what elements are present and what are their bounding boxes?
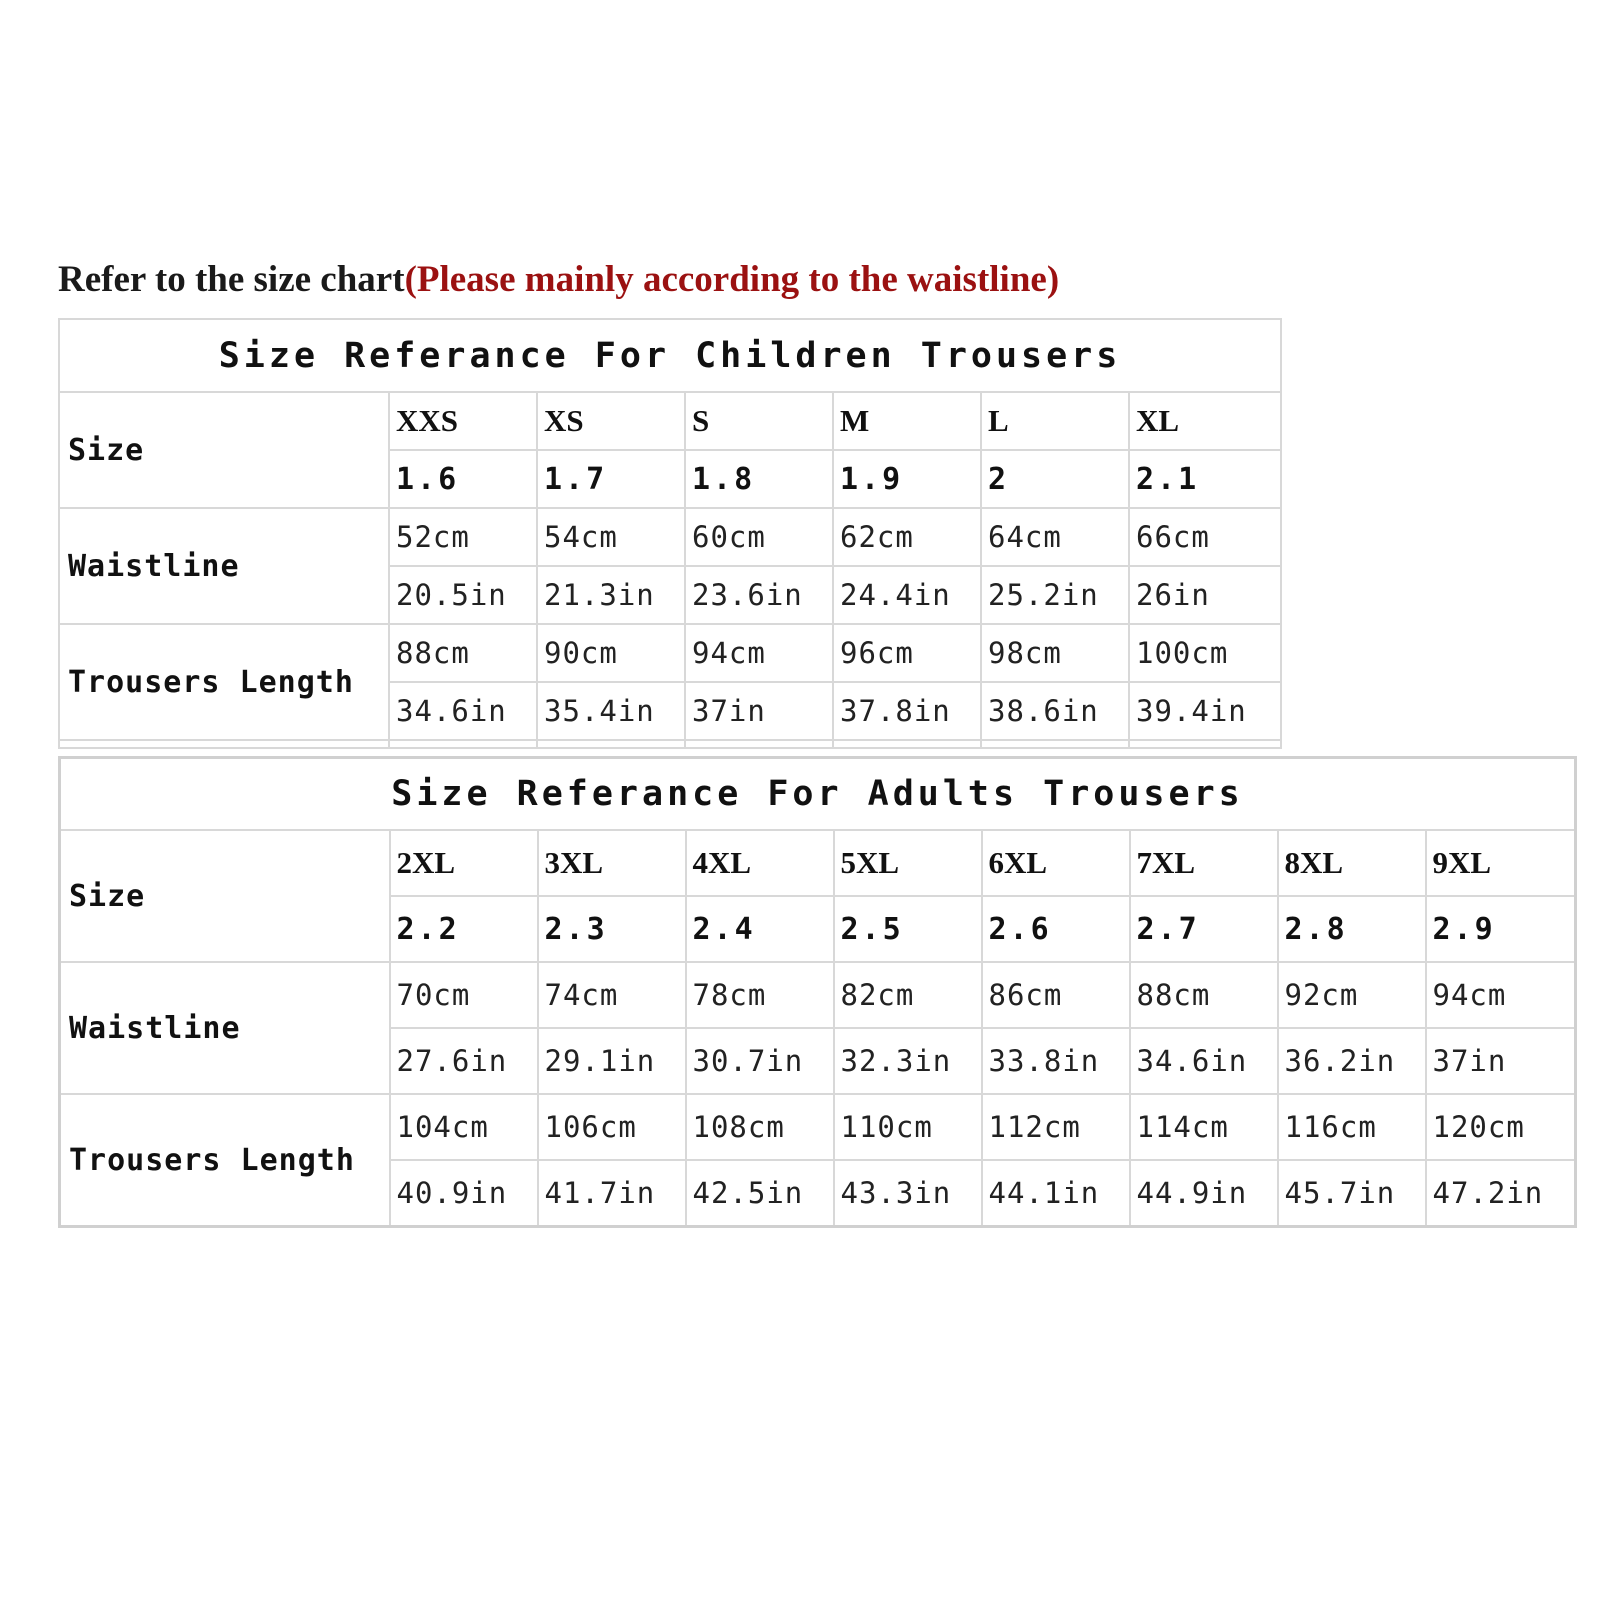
waist-in-cell: 29.1in <box>538 1028 686 1094</box>
waist-in-cell: 30.7in <box>686 1028 834 1094</box>
length-in-cell: 34.6in <box>389 682 537 740</box>
size-cell: S <box>685 392 833 450</box>
waist-in-cell: 25.2in <box>981 566 1129 624</box>
size-number-cell: 2.8 <box>1278 896 1426 962</box>
length-cm-cell: 100cm <box>1129 624 1281 682</box>
table-spacer <box>59 740 389 748</box>
size-number-cell: 1.7 <box>537 450 685 508</box>
children-length-label: Trousers Length <box>59 624 389 740</box>
adults-size-table <box>58 756 1577 1228</box>
size-number-cell: 1.9 <box>833 450 981 508</box>
table-spacer <box>537 740 685 748</box>
waist-in-cell: 21.3in <box>537 566 685 624</box>
table-spacer <box>1129 740 1281 748</box>
waist-cm-cell: 74cm <box>538 962 686 1028</box>
heading-main: Refer to the size chart <box>58 259 405 300</box>
adults-size-label: Size <box>60 830 390 962</box>
length-cm-cell: 114cm <box>1130 1094 1278 1160</box>
length-in-cell: 42.5in <box>686 1160 834 1227</box>
children-waistline-label: Waistline <box>59 508 389 624</box>
length-cm-cell: 94cm <box>685 624 833 682</box>
length-cm-cell: 120cm <box>1426 1094 1576 1160</box>
size-number-cell: 2.3 <box>538 896 686 962</box>
waist-cm-cell: 78cm <box>686 962 834 1028</box>
adults-table-title: Size Referance For Adults Trousers <box>60 758 1576 831</box>
page-heading <box>58 258 1059 301</box>
length-cm-cell: 106cm <box>538 1094 686 1160</box>
length-cm-cell: 112cm <box>982 1094 1130 1160</box>
table-spacer <box>389 740 537 748</box>
size-number-cell: 2.6 <box>982 896 1130 962</box>
length-in-cell: 43.3in <box>834 1160 982 1227</box>
size-number-cell: 2 <box>981 450 1129 508</box>
size-cell: 3XL <box>538 830 686 896</box>
size-number-cell: 1.8 <box>685 450 833 508</box>
size-number-cell: 2.9 <box>1426 896 1576 962</box>
waist-cm-cell: 86cm <box>982 962 1130 1028</box>
children-table-title: Size Referance For Children Trousers <box>59 319 1281 392</box>
waist-cm-cell: 60cm <box>685 508 833 566</box>
waist-in-cell: 32.3in <box>834 1028 982 1094</box>
size-number-cell: 2.2 <box>390 896 538 962</box>
waist-cm-cell: 52cm <box>389 508 537 566</box>
length-in-cell: 37.8in <box>833 682 981 740</box>
size-cell: 4XL <box>686 830 834 896</box>
size-number-cell: 2.5 <box>834 896 982 962</box>
waist-cm-cell: 54cm <box>537 508 685 566</box>
length-cm-cell: 90cm <box>537 624 685 682</box>
size-cell: 8XL <box>1278 830 1426 896</box>
length-in-cell: 37in <box>685 682 833 740</box>
waist-cm-cell: 92cm <box>1278 962 1426 1028</box>
table-spacer <box>685 740 833 748</box>
length-cm-cell: 88cm <box>389 624 537 682</box>
size-cell: M <box>833 392 981 450</box>
length-in-cell: 38.6in <box>981 682 1129 740</box>
length-cm-cell: 98cm <box>981 624 1129 682</box>
table-spacer <box>981 740 1129 748</box>
length-in-cell: 40.9in <box>390 1160 538 1227</box>
length-cm-cell: 96cm <box>833 624 981 682</box>
waist-cm-cell: 62cm <box>833 508 981 566</box>
length-in-cell: 41.7in <box>538 1160 686 1227</box>
size-number-cell: 2.7 <box>1130 896 1278 962</box>
waist-in-cell: 24.4in <box>833 566 981 624</box>
waist-cm-cell: 70cm <box>390 962 538 1028</box>
length-cm-cell: 104cm <box>390 1094 538 1160</box>
children-size-table <box>58 318 1282 749</box>
waist-in-cell: 34.6in <box>1130 1028 1278 1094</box>
length-cm-cell: 108cm <box>686 1094 834 1160</box>
size-number-cell: 1.6 <box>389 450 537 508</box>
waist-cm-cell: 64cm <box>981 508 1129 566</box>
waist-cm-cell: 82cm <box>834 962 982 1028</box>
size-cell: XXS <box>389 392 537 450</box>
size-cell: 5XL <box>834 830 982 896</box>
waist-in-cell: 26in <box>1129 566 1281 624</box>
children-size-label: Size <box>59 392 389 508</box>
waist-in-cell: 27.6in <box>390 1028 538 1094</box>
size-cell: 7XL <box>1130 830 1278 896</box>
waist-cm-cell: 66cm <box>1129 508 1281 566</box>
table-spacer <box>833 740 981 748</box>
size-cell: XS <box>537 392 685 450</box>
size-cell: XL <box>1129 392 1281 450</box>
heading-note: (Please mainly according to the waistline) <box>404 259 1060 300</box>
length-in-cell: 44.1in <box>982 1160 1130 1227</box>
size-cell: 2XL <box>390 830 538 896</box>
waist-in-cell: 36.2in <box>1278 1028 1426 1094</box>
length-in-cell: 47.2in <box>1426 1160 1576 1227</box>
size-cell: 9XL <box>1426 830 1576 896</box>
length-in-cell: 44.9in <box>1130 1160 1278 1227</box>
length-cm-cell: 116cm <box>1278 1094 1426 1160</box>
waist-in-cell: 33.8in <box>982 1028 1130 1094</box>
size-number-cell: 2.1 <box>1129 450 1281 508</box>
waist-cm-cell: 94cm <box>1426 962 1576 1028</box>
length-in-cell: 35.4in <box>537 682 685 740</box>
length-in-cell: 39.4in <box>1129 682 1281 740</box>
adults-length-label: Trousers Length <box>60 1094 390 1227</box>
length-cm-cell: 110cm <box>834 1094 982 1160</box>
waist-in-cell: 20.5in <box>389 566 537 624</box>
size-number-cell: 2.4 <box>686 896 834 962</box>
waist-in-cell: 23.6in <box>685 566 833 624</box>
length-in-cell: 45.7in <box>1278 1160 1426 1227</box>
adults-waistline-label: Waistline <box>60 962 390 1094</box>
size-cell: 6XL <box>982 830 1130 896</box>
waist-cm-cell: 88cm <box>1130 962 1278 1028</box>
waist-in-cell: 37in <box>1426 1028 1576 1094</box>
size-cell: L <box>981 392 1129 450</box>
